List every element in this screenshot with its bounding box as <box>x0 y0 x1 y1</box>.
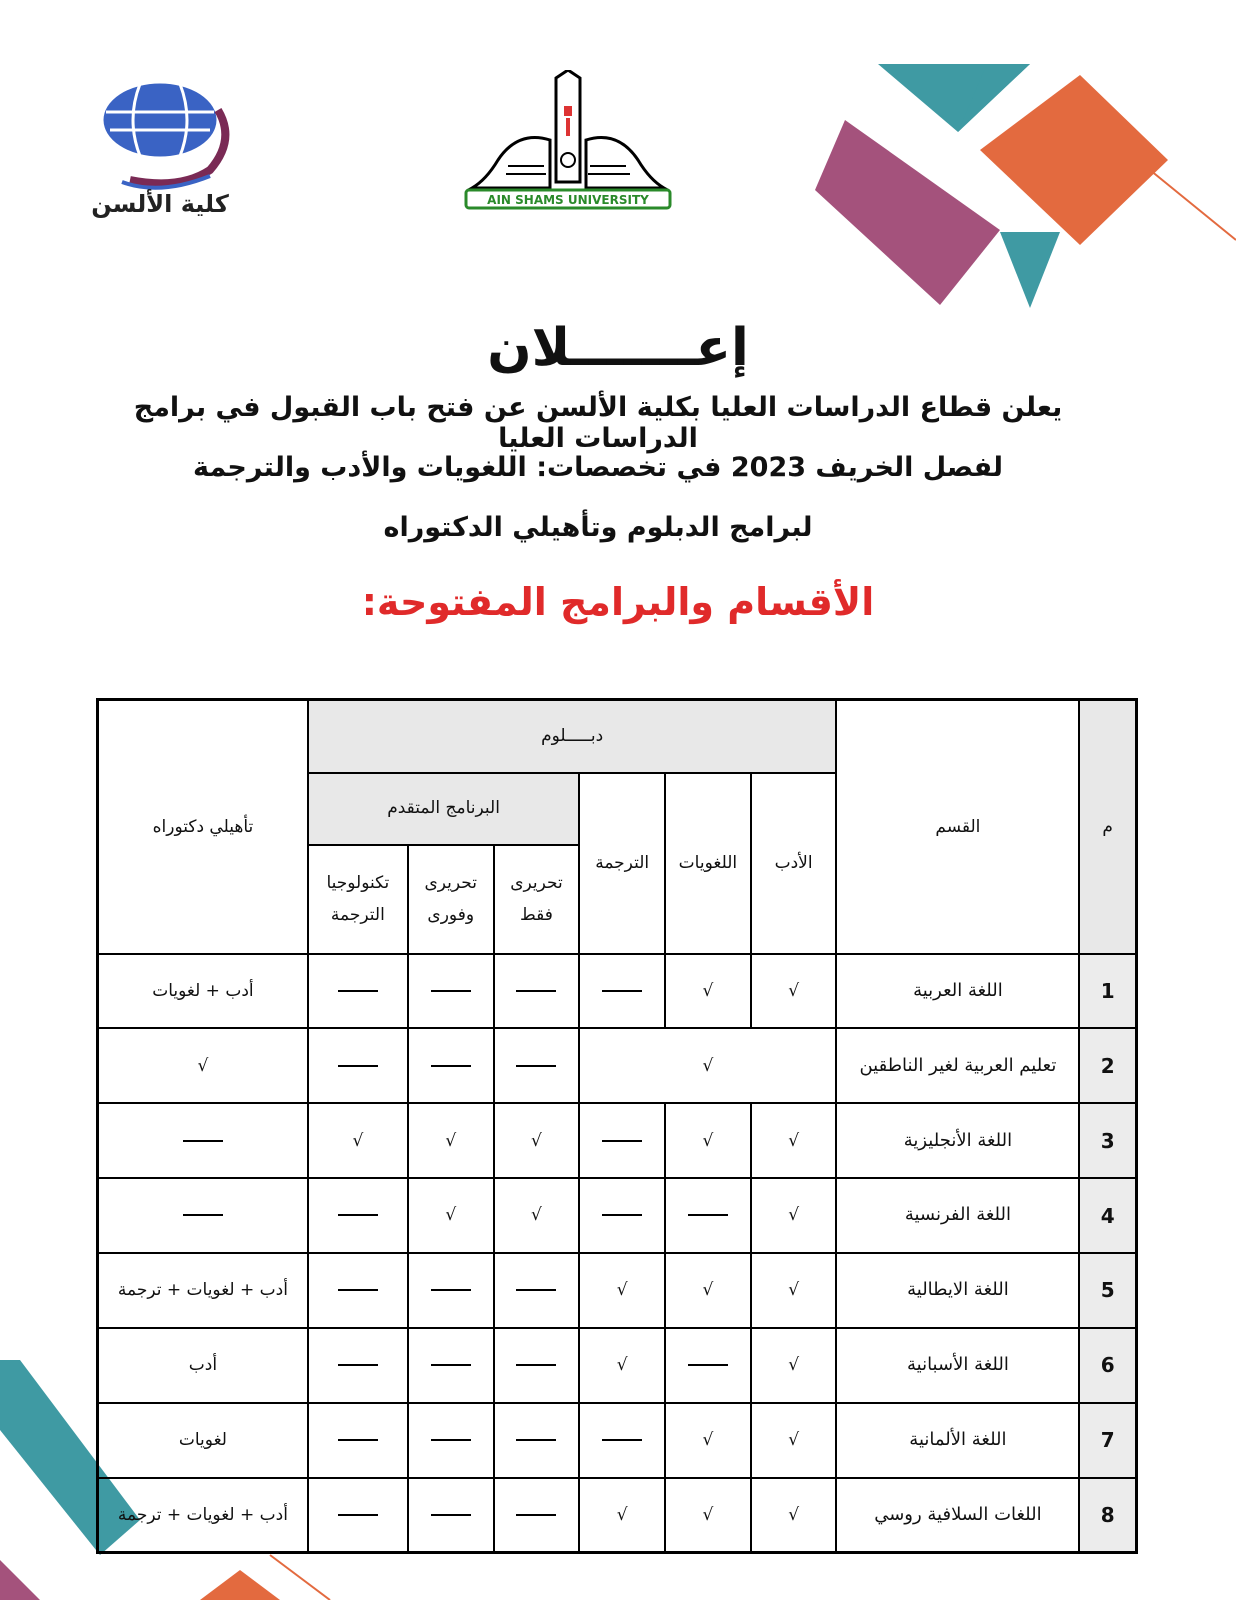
row-linguistics <box>665 1328 751 1403</box>
dash-mark <box>338 990 378 992</box>
dash-mark <box>183 1214 223 1216</box>
dash-mark <box>431 990 471 992</box>
row-translation-tech <box>308 954 408 1029</box>
programs-subtitle: الأقسام والبرامج المفتوحة: <box>361 580 875 624</box>
row-translation-tech <box>308 1253 408 1328</box>
announcement-line-3: لبرامج الدبلوم وتأهيلي الدكتوراه <box>383 512 813 543</box>
row-phd: أدب <box>98 1328 308 1403</box>
row-written-only <box>494 1328 580 1403</box>
dash-mark <box>431 1514 471 1516</box>
dash-mark <box>183 1140 223 1142</box>
header-phd: تأهيلي دكتوراه <box>98 700 308 954</box>
programs-table <box>96 698 1138 1554</box>
row-literature: √ <box>751 954 837 1029</box>
dash-mark <box>338 1514 378 1516</box>
row-literature: √ <box>751 1328 837 1403</box>
header-num: م <box>1079 700 1136 954</box>
row-written-oral <box>408 1028 494 1103</box>
faculty-logo <box>60 70 260 220</box>
table-row <box>98 1478 1137 1553</box>
row-number: 7 <box>1079 1403 1136 1478</box>
row-written-oral: √ <box>408 1103 494 1178</box>
svg-text:كلية الألسن: كلية الألسن <box>91 190 229 218</box>
orange-shape-bottom <box>200 1570 280 1600</box>
header-diploma: دبـــــلوم <box>308 700 837 773</box>
row-translation <box>579 1178 665 1253</box>
row-written-oral <box>408 954 494 1029</box>
header-translation-tech: تكنولوجيا الترجمة <box>308 845 408 954</box>
row-written-only <box>494 1253 580 1328</box>
row-phd: √ <box>98 1028 308 1103</box>
row-number: 6 <box>1079 1328 1136 1403</box>
row-number: 5 <box>1079 1253 1136 1328</box>
row-translation: √ <box>579 1253 665 1328</box>
eagle-right-icon <box>586 138 664 189</box>
row-translation-tech <box>308 1403 408 1478</box>
purple-rectangle <box>815 120 1000 305</box>
row-written-oral <box>408 1403 494 1478</box>
row-literature: √ <box>751 1478 837 1553</box>
row-number: 2 <box>1079 1028 1136 1103</box>
row-translation-tech <box>308 1178 408 1253</box>
row-written-oral <box>408 1253 494 1328</box>
dash-mark <box>516 1289 556 1291</box>
orange-line-bottom <box>270 1555 330 1600</box>
header-advanced-program: البرنامج المتقدم <box>308 773 579 845</box>
row-phd: أدب + لغويات <box>98 954 308 1029</box>
dash-mark <box>602 1214 642 1216</box>
row-literature: √ <box>751 1403 837 1478</box>
dash-mark <box>516 1364 556 1366</box>
row-department: اللغة الأنجليزية <box>836 1103 1079 1178</box>
dash-mark <box>688 1214 728 1216</box>
row-department: اللغة الايطالية <box>836 1253 1079 1328</box>
row-literature: √ <box>751 1253 837 1328</box>
dash-mark <box>688 1364 728 1366</box>
row-written-only: √ <box>494 1103 580 1178</box>
teal-triangle-small <box>1000 232 1060 308</box>
dash-mark <box>338 1065 378 1067</box>
row-number: 4 <box>1079 1178 1136 1253</box>
row-written-only <box>494 1478 580 1553</box>
row-department: اللغات السلافية روسي <box>836 1478 1079 1553</box>
row-linguistics <box>665 1178 751 1253</box>
row-phd <box>98 1178 308 1253</box>
table-row <box>98 1028 1137 1103</box>
row-phd <box>98 1103 308 1178</box>
row-phd: لغويات <box>98 1403 308 1478</box>
purple-shape-bottom <box>0 1560 40 1600</box>
row-linguistics: √ <box>665 1103 751 1178</box>
row-written-only <box>494 1028 580 1103</box>
row-written-oral: √ <box>408 1178 494 1253</box>
row-translation <box>579 954 665 1029</box>
row-number: 3 <box>1079 1103 1136 1178</box>
orange-line-top <box>1150 170 1236 240</box>
dash-mark <box>516 1439 556 1441</box>
orange-diamond <box>980 75 1168 245</box>
row-translation-tech: √ <box>308 1103 408 1178</box>
table-row <box>98 1178 1137 1253</box>
row-translation-tech <box>308 1478 408 1553</box>
dash-mark <box>338 1289 378 1291</box>
row-department: اللغة العربية <box>836 954 1079 1029</box>
svg-text:AIN SHAMS UNIVERSITY: AIN SHAMS UNIVERSITY <box>487 193 649 207</box>
row-translation: √ <box>579 1328 665 1403</box>
announcement-title: إعـــــــلان <box>487 318 749 378</box>
eagle-left-icon <box>472 138 550 189</box>
header-written-oral: تحريرى وفورى <box>408 845 494 954</box>
dash-mark <box>602 1439 642 1441</box>
dash-mark <box>431 1065 471 1067</box>
row-translation-tech <box>308 1028 408 1103</box>
dash-mark <box>431 1439 471 1441</box>
row-phd: أدب + لغويات + ترجمة <box>98 1253 308 1328</box>
row-literature: √ <box>751 1103 837 1178</box>
header-written-only: تحريرى فقط <box>494 845 580 954</box>
table-row <box>98 1403 1137 1478</box>
announcement-line-1: يعلن قطاع الدراسات العليا بكلية الألسن عن فتح باب القبول في برامج الدراسات العليا <box>133 392 1063 454</box>
dash-mark <box>338 1214 378 1216</box>
row-written-only <box>494 954 580 1029</box>
row-written-only: √ <box>494 1178 580 1253</box>
header-linguistics: اللغويات <box>665 773 751 954</box>
row-translation-tech <box>308 1328 408 1403</box>
row-department: اللغة الألمانية <box>836 1403 1079 1478</box>
dash-mark <box>516 1065 556 1067</box>
header-translation: الترجمة <box>579 773 665 954</box>
dash-mark <box>431 1364 471 1366</box>
dash-mark <box>431 1289 471 1291</box>
row-phd: أدب + لغويات + ترجمة <box>98 1478 308 1553</box>
row-linguistics: √ <box>665 1403 751 1478</box>
dash-mark <box>516 1514 556 1516</box>
dash-mark <box>602 1140 642 1142</box>
announcement-line-2: لفصل الخريف 2023 في تخصصات: اللغويات والأدب والترجمة <box>192 452 1004 483</box>
table-row <box>98 954 1137 1029</box>
university-logo <box>458 70 678 220</box>
row-number: 1 <box>1079 954 1136 1029</box>
table-row <box>98 1103 1137 1178</box>
table-row <box>98 1328 1137 1403</box>
dash-mark <box>338 1439 378 1441</box>
header-dept: القسم <box>836 700 1079 954</box>
row-literature: √ <box>751 1178 837 1253</box>
row-linguistics: √ <box>665 1253 751 1328</box>
dash-mark <box>602 990 642 992</box>
row-department: تعليم العربية لغير الناطقين <box>836 1028 1079 1103</box>
dash-mark <box>516 990 556 992</box>
row-linguistics: √ <box>665 954 751 1029</box>
table-row <box>98 1253 1137 1328</box>
row-translation: √ <box>579 1478 665 1553</box>
row-number: 8 <box>1079 1478 1136 1553</box>
row-linguistics: √ <box>665 1478 751 1553</box>
row-department: اللغة الأسبانية <box>836 1328 1079 1403</box>
row-department: اللغة الفرنسية <box>836 1178 1079 1253</box>
row-written-oral <box>408 1478 494 1553</box>
dash-mark <box>338 1364 378 1366</box>
row-written-oral <box>408 1328 494 1403</box>
header-literature: الأدب <box>751 773 837 954</box>
row-translation <box>579 1403 665 1478</box>
row-merged-diploma: √ <box>579 1028 836 1103</box>
row-translation <box>579 1103 665 1178</box>
row-written-only <box>494 1403 580 1478</box>
